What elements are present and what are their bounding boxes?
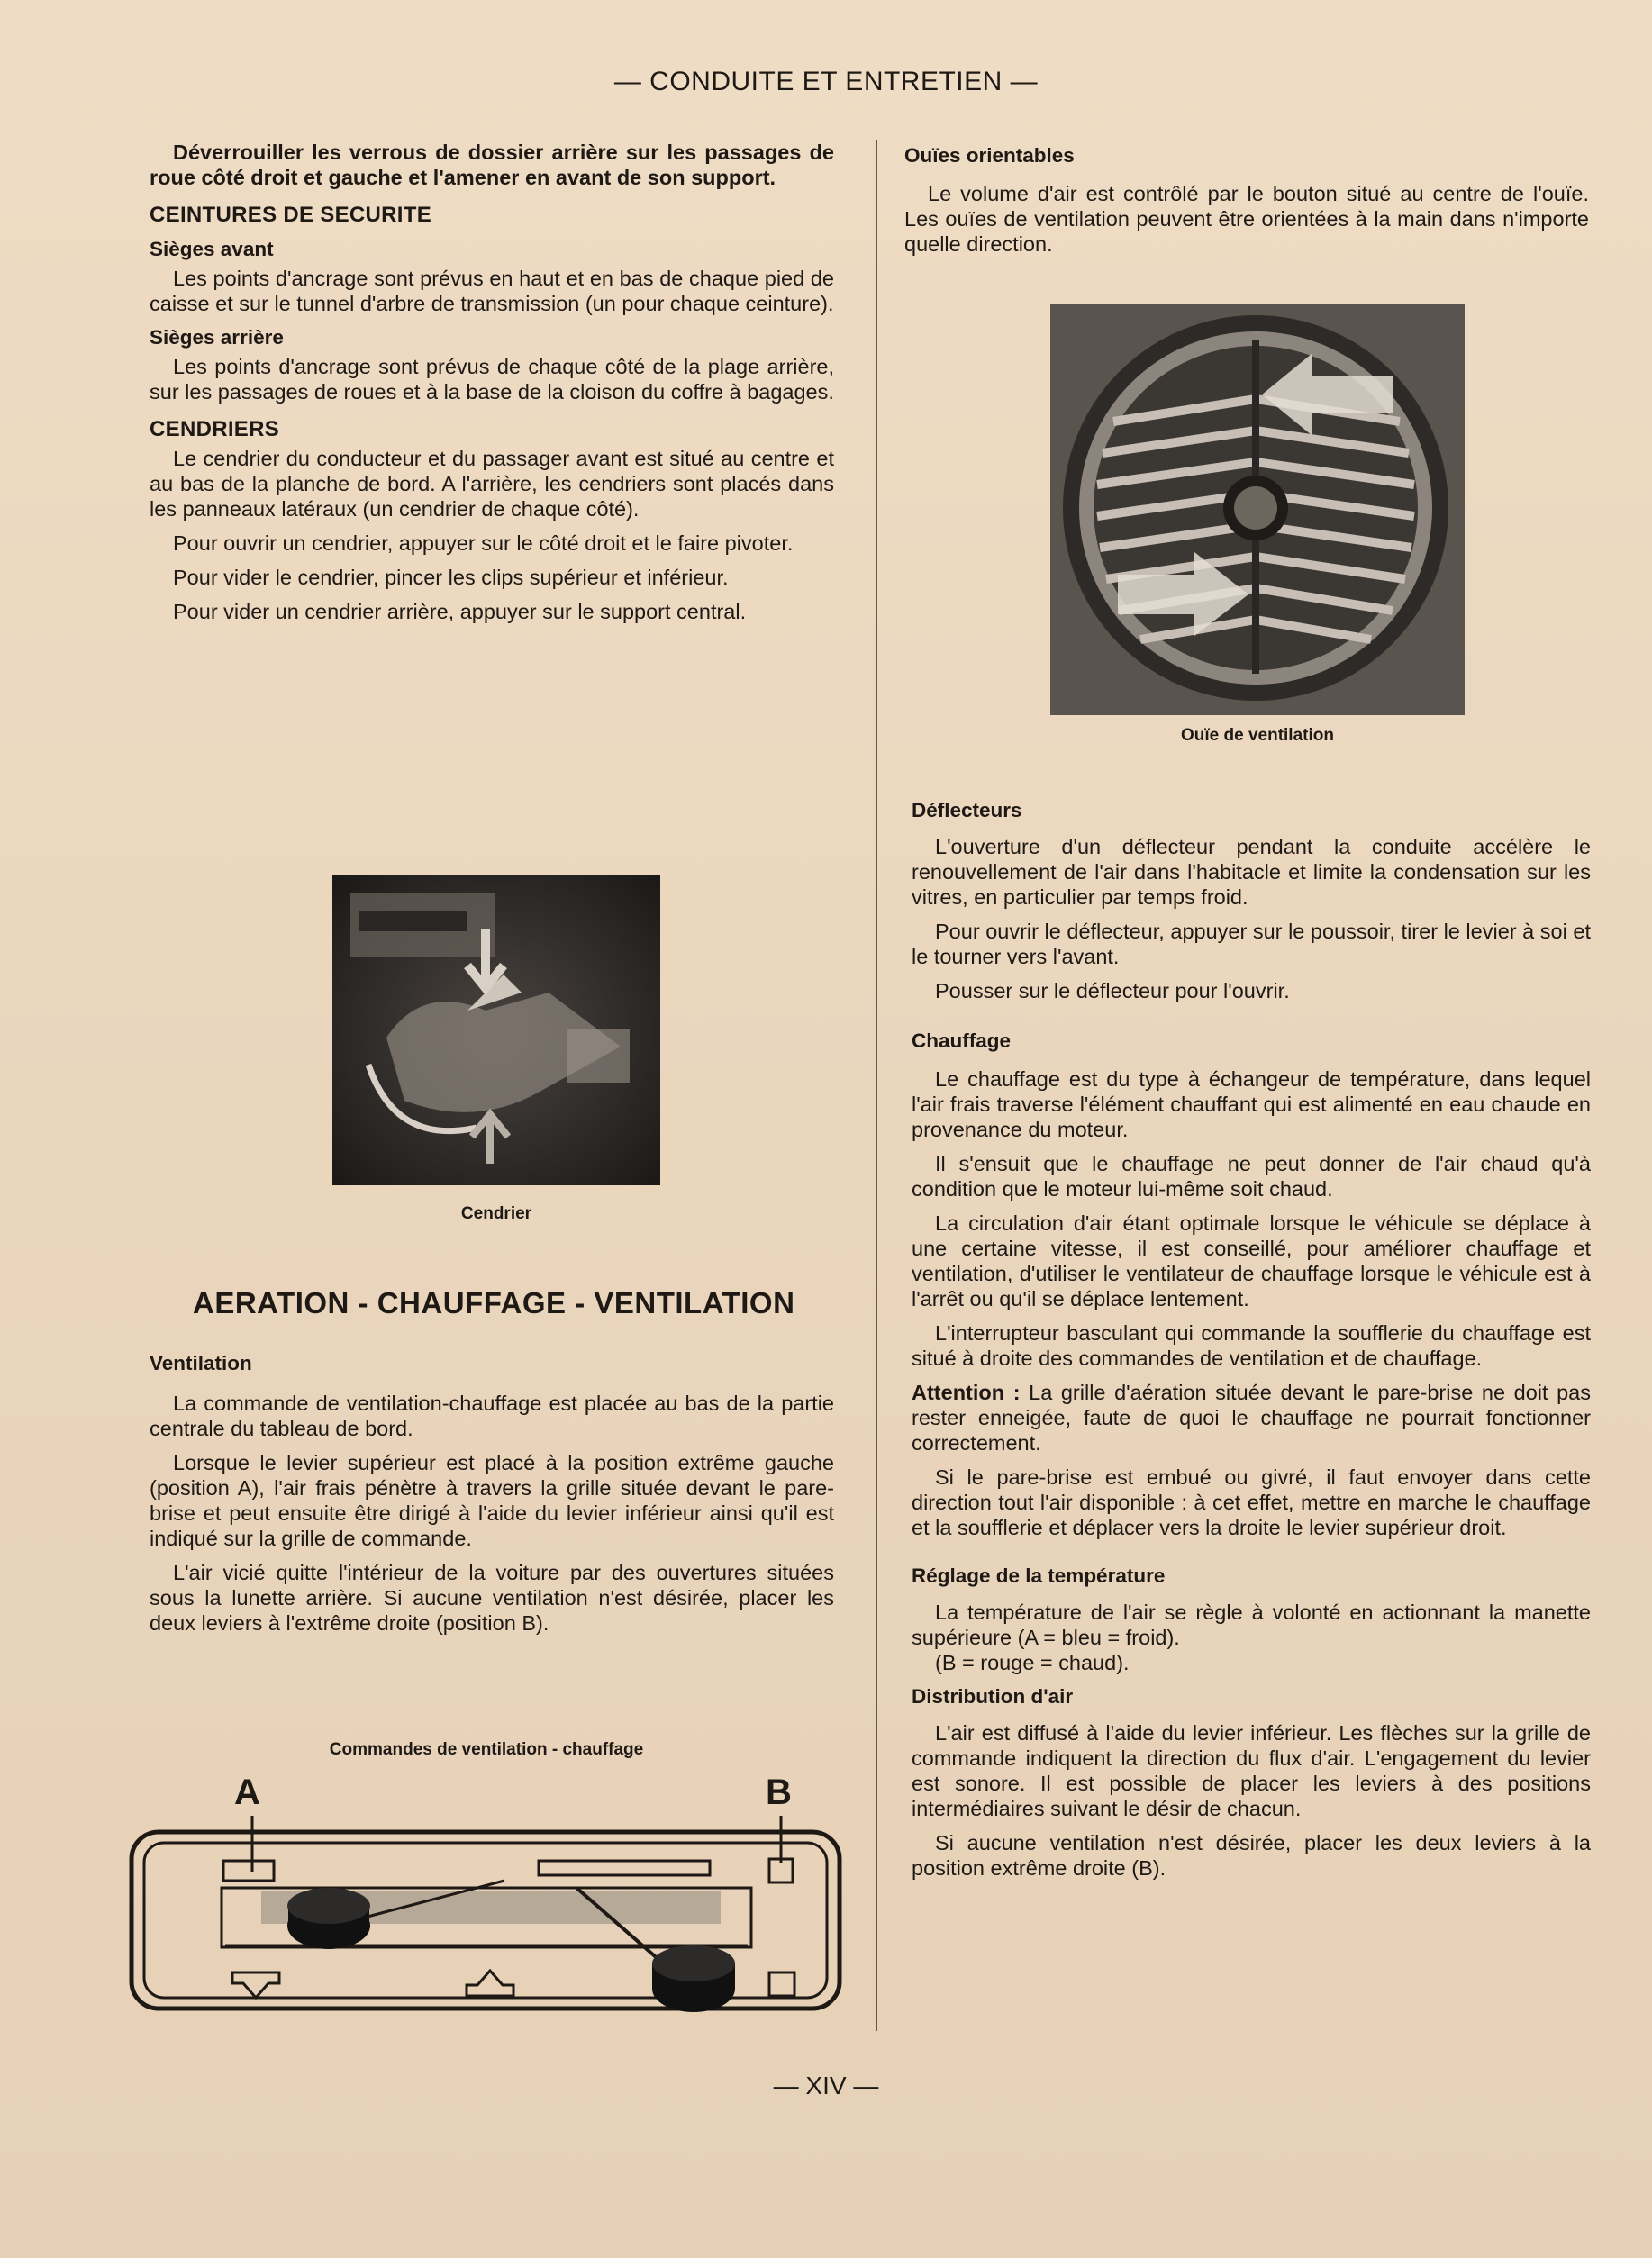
section-title-cendriers: CENDRIERS: [150, 417, 280, 441]
ashtray-caption: Cendrier: [460, 1204, 532, 1223]
paragraph-chauffage-3: La circulation d'air étant optimale lorsque le véhicule se déplace à une certaine vitesse, il est conseillé, pour améliorer chauffage et ventilation, d'utiliser le ventilateur de chauffage lorsque le véhicule est à l'arrêt ou qu'il se déplace lentement.: [912, 1211, 1591, 1310]
section-title-aeration: AERATION - CHAUFFAGE - VENTILATION: [193, 1286, 795, 1319]
paragraph-distribution-2: Si aucune ventilation n'est désirée, placer les deux leviers à la position extrême droite (B).: [912, 1831, 1591, 1880]
subsection-title-ouies: Ouïes orientables: [904, 144, 1075, 167]
paragraph-ventilation-1: La commande de ventilation-chauffage est placée au bas de la partie centrale du tableau de bord.: [150, 1392, 834, 1440]
vent-photo: [1050, 304, 1465, 715]
ashtray-illustration: [332, 875, 660, 1185]
page-number: — XIV —: [773, 2072, 879, 2099]
vent-illustration: [1050, 304, 1465, 715]
paragraph-distribution-1: L'air est diffusé à l'aide du levier inférieur. Les flèches sur la grille de commande indiquent la direction du flux d'air. L'engagement du levier est sonore. Il est possible de placer les leviers à des positions intermédiaires suivant le désir de chacun.: [912, 1721, 1591, 1820]
label-a: A: [234, 1773, 260, 1812]
subsection-title-distribution: Distribution d'air: [912, 1685, 1074, 1708]
paragraph-ventilation-3: L'air vicié quitte l'intérieur de la voiture par des ouvertures situées sous la lunette arrière. Si aucune ventilation n'est désirée, placer les deux leviers à l'extrême droite (position B).: [150, 1561, 834, 1635]
paragraph-cendriers-3: Pour vider le cendrier, pincer les clips supérieur et inférieur.: [173, 566, 729, 589]
subsection-title-ventilation: Ventilation: [150, 1352, 252, 1374]
paragraph-reglage-2: (B = rouge = chaud).: [935, 1651, 1130, 1674]
ashtray-photo: [332, 875, 660, 1185]
subsection-title-reglage: Réglage de la température: [912, 1564, 1166, 1587]
paragraph-sieges-avant: Les points d'ancrage sont prévus en haut et en bas de chaque pied de caisse et sur le tunnel d'arbre de transmission (un pour chaque ceinture).: [150, 267, 834, 315]
subsection-title-sieges-avant: Sièges avant: [150, 238, 274, 260]
paragraph-deflecteurs-3: Pousser sur le déflecteur pour l'ouvrir.: [935, 979, 1290, 1002]
subsection-title-chauffage: Chauffage: [912, 1029, 1012, 1052]
intro-paragraph: Déverrouiller les verrous de dossier arrière sur les passages de roue côté droit et gauche et l'amener en avant de son support.: [150, 141, 834, 189]
section-title-ceintures: CEINTURES DE SECURITE: [150, 203, 432, 227]
subsection-title-sieges-arriere: Sièges arrière: [150, 326, 284, 349]
controls-caption: Commandes de ventilation - chauffage: [329, 1740, 644, 1759]
paragraph-cendriers-4: Pour vider un cendrier arrière, appuyer sur le support central.: [173, 600, 747, 623]
left-column: [150, 140, 834, 633]
right-column-lower: [912, 789, 1591, 1890]
paragraph-chauffage-5: Si le pare-brise est embué ou givré, il faut envoyer dans cette direction tout l'air disponible : à cet effet, mettre en marche le chauffage et la soufflerie et déplacer vers la droite le levier supérieur droit.: [912, 1465, 1591, 1539]
paragraph-ouies: Le volume d'air est contrôlé par le bouton situé au centre de l'ouïe. Les ouïes de ventilation peuvent être orientées à la main dans n'importe quelle direction.: [904, 182, 1589, 256]
column-divider: [876, 140, 877, 2031]
attention-label: Attention :: [912, 1381, 1021, 1404]
left-column-lower: [150, 1351, 834, 1645]
paragraph-chauffage-2: Il s'ensuit que le chauffage ne peut donner de l'air chaud qu'à condition que le moteur lui-même soit chaud.: [912, 1152, 1591, 1201]
vent-caption: Ouïe de ventilation: [1181, 726, 1334, 745]
right-column: [904, 140, 1589, 266]
paragraph-cendriers-2: Pour ouvrir un cendrier, appuyer sur le côté droit et le faire pivoter.: [173, 531, 794, 555]
paragraph-chauffage-1: Le chauffage est du type à échangeur de température, dans lequel l'air frais traverse l'élément chauffant qui est alimenté en eau chaude en provenance du moteur.: [912, 1067, 1591, 1141]
paragraph-ventilation-2: Lorsque le levier supérieur est placé à la position extrême gauche (position A), l'air frais pénètre à travers la grille située devant le pare-brise et peut ensuite être dirigé à l'aide du levier inférieur ainsi qu'il est indiqué sur la grille de commande.: [150, 1451, 834, 1550]
paragraph-attention: [912, 1380, 1591, 1455]
control-panel-diagram: [126, 1773, 847, 2016]
paragraph-reglage-1: La température de l'air se règle à volonté en actionnant la manette supérieure (A = bleu = froid).: [912, 1601, 1591, 1649]
paragraph-cendriers-1: Le cendrier du conducteur et du passager avant est situé au centre et au bas de la planche de bord. A l'arrière, les cendriers sont placés dans les panneaux latéraux (un cendrier de chaque côté).: [150, 447, 834, 521]
attention-text: La grille d'aération située devant le pare-brise ne doit pas rester enneigée, faute de quoi le chauffage ne pourrait fonctionner correctement.: [912, 1381, 1591, 1455]
subsection-title-deflecteurs: Déflecteurs: [912, 799, 1022, 821]
running-head: — CONDUITE ET ENTRETIEN —: [613, 67, 1039, 96]
paragraph-chauffage-4: L'interrupteur basculant qui commande la soufflerie du chauffage est situé à droite des commandes de ventilation et de chauffage.: [912, 1321, 1591, 1370]
paragraph-deflecteurs-2: Pour ouvrir le déflecteur, appuyer sur le poussoir, tirer le levier à soi et le tourner vers l'avant.: [912, 920, 1591, 968]
paragraph-deflecteurs-1: L'ouverture d'un déflecteur pendant la conduite accélère le renouvellement de l'air dans l'habitacle et limite la condensation sur les vitres, en particulier par temps froid.: [912, 835, 1591, 909]
paragraph-sieges-arriere: Les points d'ancrage sont prévus de chaque côté de la plage arrière, sur les passages de roues et à la base de la cloison du coffre à bagages.: [150, 355, 834, 404]
control-panel-svg: [126, 1773, 847, 2016]
label-b: B: [766, 1773, 792, 1812]
